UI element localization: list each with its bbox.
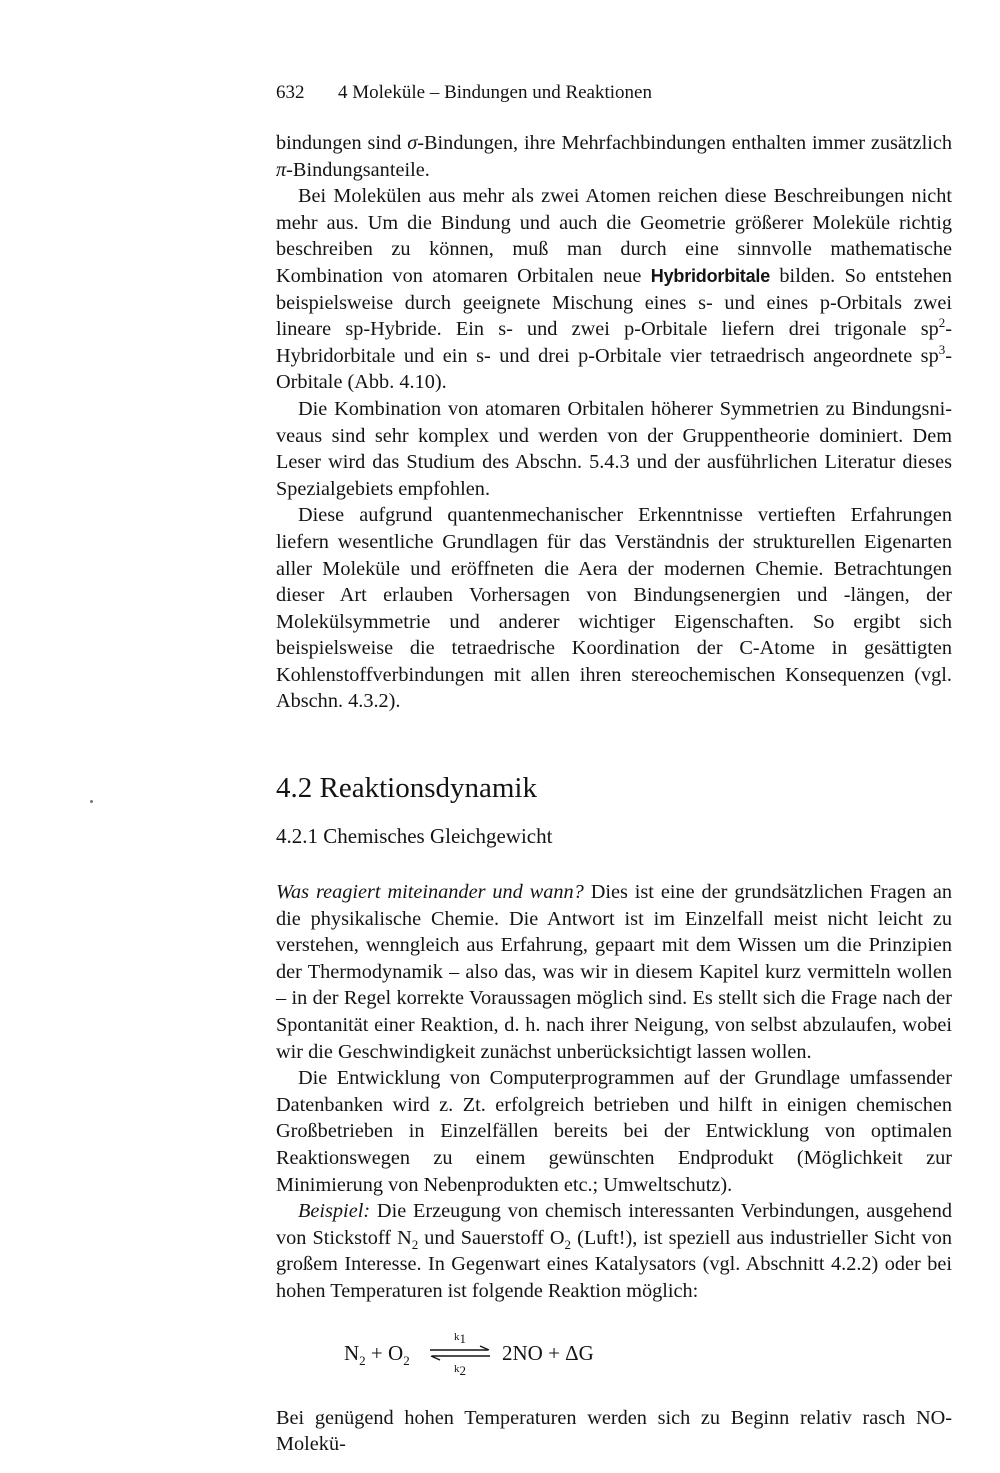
- pi-symbol: π: [276, 158, 287, 181]
- subsection-heading: 4.2.1 Chemisches Gleichgewicht: [276, 824, 553, 849]
- sigma-symbol: σ: [407, 132, 418, 154]
- book-page: [276, 78, 952, 1458]
- paragraph-4: Diese aufgrund quantenmechanischer Erkenntnisse vertieften Erfahrungen liefern wesentliche Grundlagen für das Verständnis der strukturellen Eigenarten aller Moleküle und eröffneten die Aera der modernen Chemie. Betrachtungen dieser Art erlauben Vorhersagen von Bindungsenergien und -längen, der Molekülsymmetrie und anderer wichtiger Eigenschaften. So ergibt sich beispielsweise die tetraedrische Koordination der C-Atome in gesättigten Kohlenstoffverbindungen mit allen ihren stereochemischen Konsequenzen (vgl. Abschn. 4.3.2).: [276, 504, 952, 713]
- heading-spacer: [276, 849, 952, 879]
- paragraph-7: Beispiel: Die Erzeugung von chemisch interessanten Verbindungen, ausgehend von Stickstoff $N_2$ und Sauerstoff $O_2$ (Luft!), ist speziell aus industrieller Sicht von großem Interesse. In Gegenwart eines Katalysators (vgl. Abschnitt 4.2.2) oder bei hohen Temperaturen ist folgende Reaktion möglich:: [276, 1200, 952, 1302]
- paragraph-5: Was reagiert miteinander und wann? Dies ist eine der grundsätzlichen Fragen an die physikalische Chemie. Die Antwort ist im Einzelfall meist nicht leicht zu verstehen, wenngleich aus Erfahrung, gepaart mit dem Wissen um die Prinzipien der Thermodynamik – also das, was wir in diesem Kapitel kurz vermitteln wollen – in der Regel korrekte Voraussagen möglich sind. Es stellt sich die Frage nach der Spontanität einer Reaktion, d. h. nach ihrer Neigung, von selbst abzulaufen, wobei wir die Geschwindigkeit zunächst unberücksichtigt lassen wollen.: [276, 881, 952, 1063]
- chapter-title: 4 Moleküle – Bindungen und Reaktionen: [338, 82, 652, 103]
- italic-beispiel: Beispiel:: [298, 1200, 371, 1223]
- italic-question: Was reagiert miteinander und wann?: [276, 881, 584, 904]
- equation-reactants: $N_2 + O_2$: [344, 1340, 410, 1368]
- paragraph-3: Die Kombination von atomaren Orbitalen höherer Symmetrien zu Bindungsniveaus sind sehr komplex und werden von der Gruppentheorie dominiert. Dem Leser wird das Studium des Abschn. 5.4.3 und der ausführlichen Literatur dieses Spezialgebiets empfohlen.: [276, 397, 952, 500]
- running-head: [276, 78, 952, 108]
- rate-constant-k1: $k_1$: [454, 1330, 466, 1346]
- paragraph-2: Bei Molekülen aus mehr als zwei Atomen reichen diese Beschreibungen nicht mehr aus. Um die Bindung und auch die Geometrie größerer Moleküle richtig beschreiben zu können, muß man durch eine sinnvolle mathematische Kombination von atomaren Orbitalen neue Hybridorbitale bilden. So entstehen beispielsweise durch geeignete Mischung eines s- und eines p-Orbitals zwei lineare sp-Hybride. Ein s- und zwei p-Orbitale liefern drei trigonale $sp^2$-Hybridorbitale und ein s- und drei p-Orbitale vier tetraedrisch angeordnete $sp^3$-Orbitale (Abb. 4.10).: [276, 185, 952, 394]
- equilibrium-arrow-icon: [428, 1345, 492, 1361]
- body-text: [276, 130, 952, 715]
- section-heading: 4.2 Reaktionsdynamik: [276, 772, 537, 805]
- paragraph-6: Die Entwicklung von Computerprogrammen auf der Grundlage umfassender Datenbanken wird z. Zt. erfolgreich betrieben und hilft in einigen chemischen Großbetrieben in Einzelfällen bereits bei der Entwicklung von optimalen Reaktionswegen zu einem gewünschten Endprodukt (Möglichkeit zur Minimierung von Nebenprodukten etc.; Umweltschutz).: [276, 1067, 952, 1196]
- rate-constant-k2: $k_2$: [454, 1362, 466, 1378]
- scan-speck: [90, 800, 93, 803]
- section-spacer: [276, 715, 952, 771]
- equilibrium-arrows: [428, 1330, 492, 1378]
- heading-spacer: [276, 805, 952, 823]
- page-number: 632: [276, 82, 305, 103]
- paragraph-1: bindungen sind σ-Bindungen, ihre Mehrfachbindungen enthalten immer zusätzlich π-Bindungsanteile.: [276, 132, 952, 181]
- paragraph-8: Bei genügend hohen Temperaturen werden sich zu Beginn relativ rasch NO-Molekü-: [276, 1406, 952, 1456]
- bold-term-hybridorbitale: Hybridorbitale: [650, 265, 771, 286]
- reaction-equation: [276, 1330, 952, 1378]
- equation-products: 2NO + ΔG: [502, 1340, 594, 1365]
